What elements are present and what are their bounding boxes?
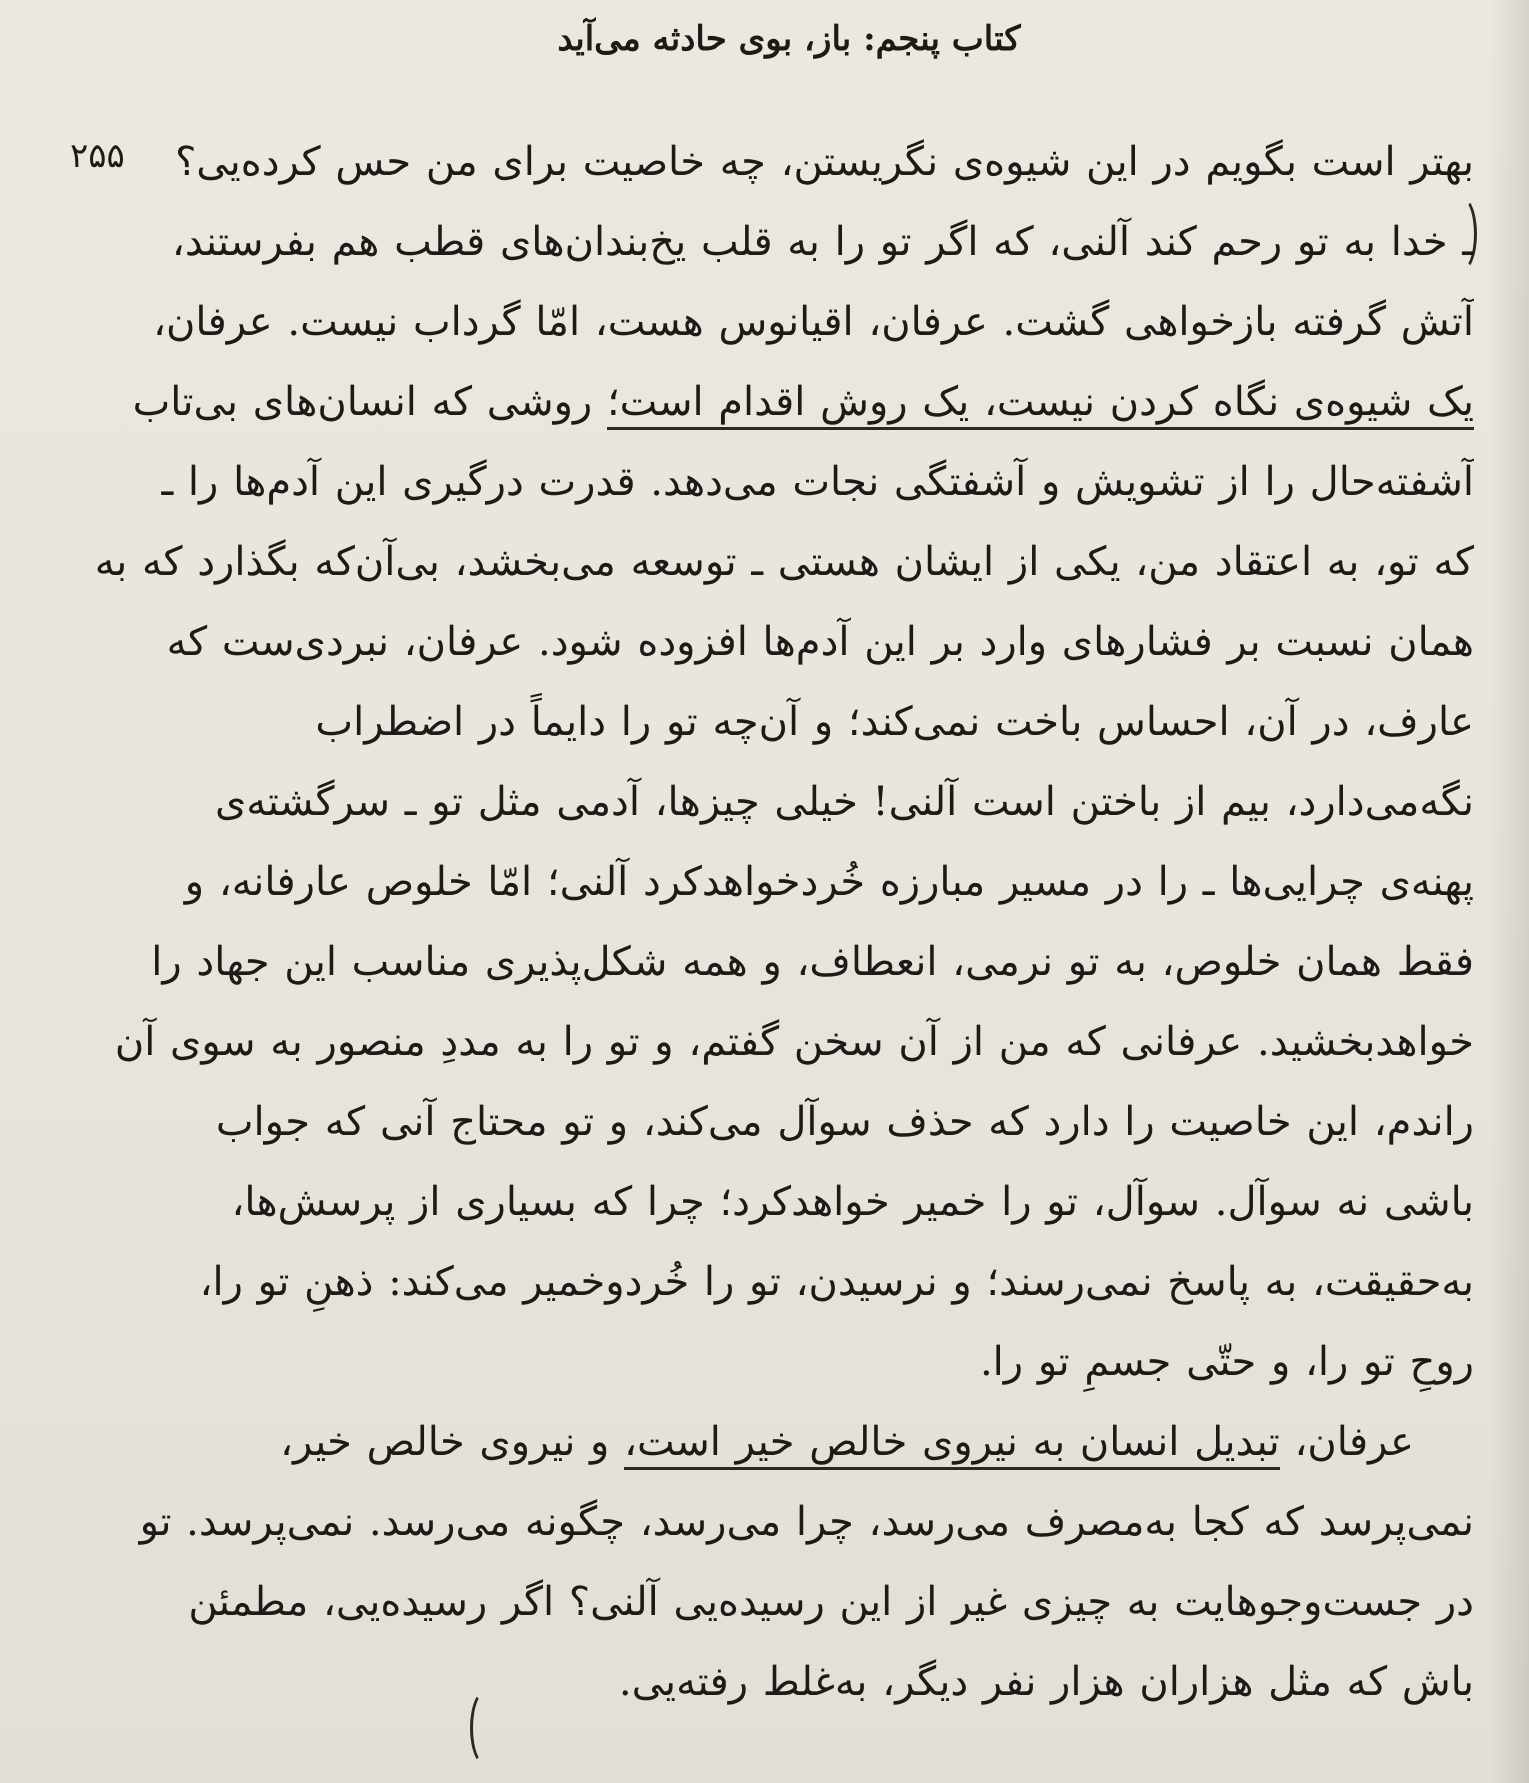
text-line-9: نگه‌می‌دارد، بیم از باختن است آلنی! خیلی چیزها، آدمی مثل تو ـ سرگشته‌ی [214,779,1474,825]
text-line-7: همان نسبت بر فشارهای وارد بر این آدم‌ها افزوده شود. عرفان، نبردی‌ست که [166,619,1474,665]
text-line-4 [44,362,1474,442]
text-line-15: به‌حقیقت، به پاسخ نمی‌رسند؛ و نرسیدن، تو را خُردوخمیر می‌کند: ذهنِ تو را، [199,1259,1474,1305]
page-edge-shadow [1489,0,1529,1783]
text-line-14: باشی نه سوآل. سوآل، تو را خمیر خواهدکرد؛ چرا که بسیاری از پرسش‌ها، [231,1179,1474,1225]
text-line-13: راندم، این خاصیت را دارد که حذف سوآل می‌کند، و تو محتاج آنی که جواب [215,1099,1474,1145]
text-line-1: بهتر است بگویم در این شیوه‌ی نگریستن، چه خاصیت برای من حس کرده‌یی؟ [175,139,1474,185]
text-line-6: که تو، به اعتقاد من، یکی از ایشان هستی ـ توسعه می‌بخشد، بی‌آن‌که بگذارد که به [94,539,1474,585]
text-line-10: پهنه‌ی چرایی‌ها ـ را در مسیر مبارزه خُردخواهدکرد آلنی؛ امّا خلوص عارفانه، و [184,859,1474,905]
text-line-11: فقط همان خلوص، به تو نرمی، انعطاف، و همه شکل‌پذیری مناسب این جهاد را [151,939,1474,985]
text-line-19: در جست‌وجوهایت به چیزی غیر از این رسیده‌یی آلنی؟ اگر رسیده‌یی، مطمئن [188,1579,1474,1625]
body-text [44,122,1474,1722]
text-line-3: آتش گرفته بازخواهی گشت. عرفان، اقیانوس هست، امّا گرداب نیست. عرفان، [153,299,1474,345]
text-line-16: روحِ تو را، و حتّی جسمِ تو را. [979,1339,1474,1385]
running-head [469,18,1109,69]
underlined-phrase-2: تبدیل انسان به نیروی خالص خیر است، [624,1419,1280,1470]
text-line-17-rest: و نیروی خالص خیر، [280,1419,625,1465]
text-line-5: آشفته‌حال را از تشویش و آشفتگی نجات می‌دهد. قدرت درگیری این آدم‌ها را ـ [161,459,1474,505]
text-line-2: ـ خدا به تو رحم کند آلنی، که اگر تو را به قلب یخ‌بندان‌های قطب هم بفرستند، [171,219,1474,265]
text-line-18: نمی‌پرسد که کجا به‌مصرف می‌رسد، چرا می‌رسد، چگونه می‌رسد. نمی‌پرسد. تو [139,1499,1474,1545]
text-line-20: باش که مثل هزاران هزار نفر دیگر، به‌غلط رفته‌یی. [618,1659,1474,1705]
book-title: کتاب پنجم: باز، بوی حادثه می‌آید [557,19,1021,59]
text-line-17-start: عرفان، [1279,1419,1414,1465]
underlined-phrase: یک شیوه‌ی نگاه کردن نیست، یک روش اقدام است؛ [607,379,1474,430]
text-line-17 [44,1402,1474,1482]
page-number: ۲۵۵ [70,136,125,176]
text-line-8: عارف، در آن، احساس باخت نمی‌کند؛ و آن‌چه تو را دایماً در اضطراب [315,699,1474,745]
text-line-4-rest: روشی که انسان‌های بی‌تاب [132,379,593,425]
text-line-12: خواهدبخشید. عرفانی که من از آن سخن گفتم، و تو را به مددِ منصور به سوی آن [114,1019,1474,1065]
